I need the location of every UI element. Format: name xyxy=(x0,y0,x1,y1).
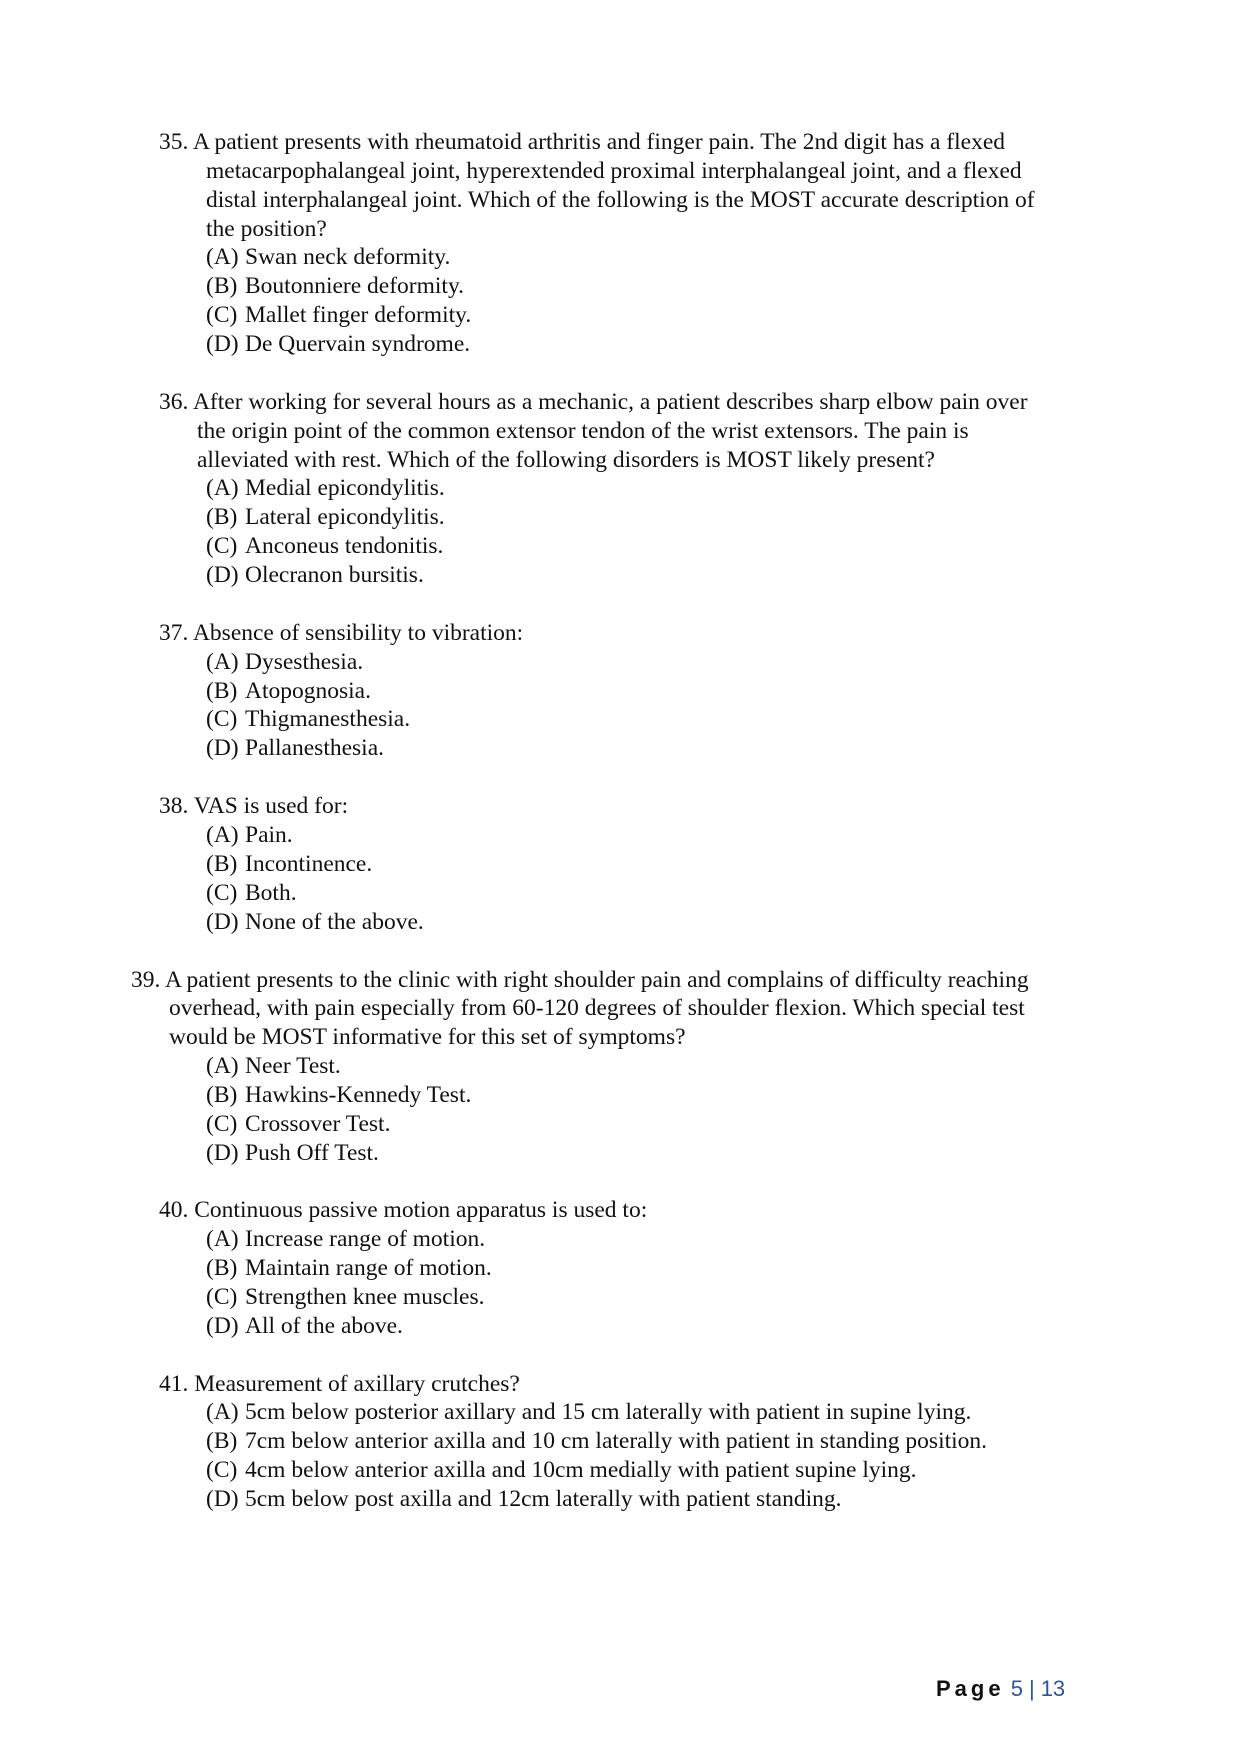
option-letter: (A) xyxy=(206,1226,239,1252)
option-text: Boutonniere deformity. xyxy=(245,273,465,299)
option-letter: (C) xyxy=(206,533,238,559)
question-41-option-c xyxy=(206,1456,917,1485)
question-39-stem-line-1: 39. A patient presents to the clinic with right shoulder pain and complains of difficulty reaching xyxy=(131,967,1029,993)
option-letter: (C) xyxy=(206,1284,238,1310)
question-36-option-b xyxy=(206,503,445,532)
option-text: Mallet finger deformity. xyxy=(245,302,472,328)
option-letter: (B) xyxy=(206,1082,238,1108)
option-letter: (D) xyxy=(206,1486,239,1512)
option-text: Anconeus tendonitis. xyxy=(245,533,444,559)
question-41-option-a xyxy=(206,1398,971,1427)
question-37-option-d xyxy=(206,734,384,763)
option-text: Pain. xyxy=(245,822,293,848)
option-text: Pallanesthesia. xyxy=(245,735,385,761)
option-text: Incontinence. xyxy=(245,851,373,877)
option-letter: (C) xyxy=(206,302,238,328)
option-letter: (B) xyxy=(206,504,238,530)
option-text: Both. xyxy=(245,880,297,906)
question-35-stem-line-3: distal interphalangeal joint. Which of the following is the MOST accurate description of xyxy=(206,187,1035,213)
option-text: 4cm below anterior axilla and 10cm medially with patient supine lying. xyxy=(245,1457,917,1483)
option-text: Hawkins-Kennedy Test. xyxy=(245,1082,472,1108)
question-36-option-a xyxy=(206,474,445,503)
option-letter: (D) xyxy=(206,1313,239,1339)
question-36-stem-line-3: alleviated with rest. Which of the following disorders is MOST likely present? xyxy=(197,447,935,473)
page-footer xyxy=(936,1675,1065,1703)
question-36-option-d xyxy=(206,561,424,590)
option-letter: (D) xyxy=(206,562,239,588)
option-letter: (A) xyxy=(206,475,239,501)
total-pages: 13 xyxy=(1040,1676,1066,1701)
question-39-option-d xyxy=(206,1139,379,1168)
option-letter: (D) xyxy=(206,331,239,357)
question-40-option-a xyxy=(206,1225,485,1254)
page-number: 5 xyxy=(1010,1676,1023,1701)
option-letter: (D) xyxy=(206,909,239,935)
option-text: Swan neck deformity. xyxy=(245,244,451,270)
option-text: Maintain range of motion. xyxy=(245,1255,492,1281)
option-text: Medial epicondylitis. xyxy=(245,475,445,501)
question-35-stem-line-2: metacarpophalangeal joint, hyperextended proximal interphalangeal joint, and a flexed xyxy=(206,158,1022,184)
option-letter: (A) xyxy=(206,1053,239,1079)
option-letter: (A) xyxy=(206,244,239,270)
question-36-stem-line-2: the origin point of the common extensor tendon of the wrist extensors. The pain is xyxy=(197,418,969,444)
option-text: Dysesthesia. xyxy=(245,649,364,675)
question-37-option-a xyxy=(206,648,363,677)
option-text: Crossover Test. xyxy=(245,1111,391,1137)
option-letter: (C) xyxy=(206,1457,238,1483)
question-39-stem-line-3: would be MOST informative for this set of symptoms? xyxy=(169,1024,686,1050)
question-37-option-c xyxy=(206,705,410,734)
option-letter: (B) xyxy=(206,1428,238,1454)
question-35-stem-line-4: the position? xyxy=(206,216,327,242)
question-38-stem-line-1: 38. VAS is used for: xyxy=(159,793,349,819)
question-40-option-d xyxy=(206,1312,403,1341)
option-letter: (A) xyxy=(206,649,239,675)
question-35-option-a xyxy=(206,243,450,272)
question-39-option-b xyxy=(206,1081,471,1110)
option-letter: (D) xyxy=(206,1140,239,1166)
question-35-option-b xyxy=(206,272,464,301)
question-39-stem-line-2: overhead, with pain especially from 60-120 degrees of shoulder flexion. Which special test xyxy=(169,995,1025,1021)
question-40-option-c xyxy=(206,1283,485,1312)
question-38-option-d xyxy=(206,908,424,937)
question-38-option-c xyxy=(206,879,297,908)
option-letter: (C) xyxy=(206,1111,238,1137)
question-41-option-d xyxy=(206,1485,842,1514)
question-36-option-c xyxy=(206,532,443,561)
option-text: Lateral epicondylitis. xyxy=(245,504,445,530)
question-41-option-b xyxy=(206,1427,987,1456)
option-letter: (B) xyxy=(206,678,238,704)
option-text: Olecranon bursitis. xyxy=(245,562,424,588)
option-letter: (B) xyxy=(206,273,238,299)
option-text: Strengthen knee muscles. xyxy=(245,1284,485,1310)
question-39-option-a xyxy=(206,1052,341,1081)
option-text: 5cm below posterior axillary and 15 cm laterally with patient in supine lying. xyxy=(245,1399,972,1425)
option-letter: (D) xyxy=(206,735,239,761)
option-text: De Quervain syndrome. xyxy=(245,331,471,357)
question-39-option-c xyxy=(206,1110,390,1139)
page-label: Page xyxy=(936,1676,1005,1701)
question-37-option-b xyxy=(206,677,371,706)
option-text: All of the above. xyxy=(245,1313,403,1339)
question-35-stem-line-1: 35. A patient presents with rheumatoid arthritis and finger pain. The 2nd digit has a flexed xyxy=(159,129,1006,155)
option-text: Neer Test. xyxy=(245,1053,341,1079)
question-36-stem-line-1: 36. After working for several hours as a mechanic, a patient describes sharp elbow pain over xyxy=(159,389,1028,415)
question-40-stem-line-1: 40. Continuous passive motion apparatus is used to: xyxy=(159,1197,648,1223)
option-text: 5cm below post axilla and 12cm laterally with patient standing. xyxy=(245,1486,842,1512)
option-letter: (B) xyxy=(206,1255,238,1281)
question-41-stem-line-1: 41. Measurement of axillary crutches? xyxy=(159,1371,520,1397)
option-letter: (A) xyxy=(206,1399,239,1425)
question-37-stem-line-1: 37. Absence of sensibility to vibration: xyxy=(159,620,524,646)
question-40-option-b xyxy=(206,1254,492,1283)
page-separator: | xyxy=(1028,1676,1035,1701)
question-35-option-c xyxy=(206,301,471,330)
question-35-option-d xyxy=(206,330,470,359)
option-letter: (C) xyxy=(206,880,238,906)
option-letter: (C) xyxy=(206,706,238,732)
option-text: Atopognosia. xyxy=(245,678,371,704)
option-letter: (A) xyxy=(206,822,239,848)
option-text: Thigmanesthesia. xyxy=(245,706,411,732)
option-text: Push Off Test. xyxy=(245,1140,379,1166)
option-text: Increase range of motion. xyxy=(245,1226,486,1252)
question-38-option-a xyxy=(206,821,293,850)
question-38-option-b xyxy=(206,850,372,879)
option-text: None of the above. xyxy=(245,909,424,935)
option-letter: (B) xyxy=(206,851,238,877)
option-text: 7cm below anterior axilla and 10 cm laterally with patient in standing position. xyxy=(245,1428,988,1454)
